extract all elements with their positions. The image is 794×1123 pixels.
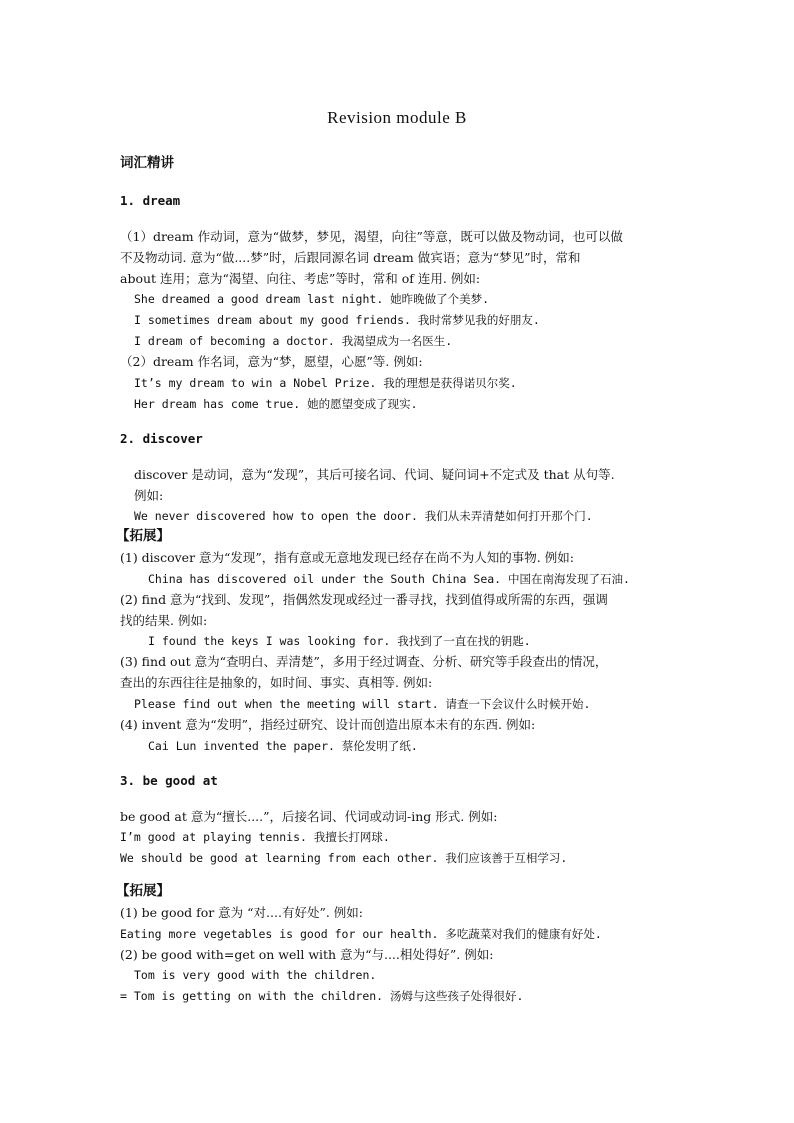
entry-heading-dream: 1. dream: [120, 193, 181, 208]
paragraph-line: 查出的东西往往是抽象的，如时间、事实、真相等. 例如:: [120, 675, 433, 690]
paragraph-line: (1) be good for 意为 “对....有好处”. 例如:: [120, 905, 363, 920]
example-sentence: Cai Lun invented the paper. 蔡伦发明了纸.: [148, 739, 418, 753]
example-sentence: She dreamed a good dream last night. 她昨晚做了个美梦.: [134, 292, 490, 306]
paragraph-line: （2）dream 作名词，意为“梦，愿望，心愿”等. 例如:: [120, 354, 423, 369]
paragraph-line: （1）dream 作动词，意为“做梦，梦见，渴望，向往”等意，既可以做及物动词，也可以做: [120, 229, 623, 244]
example-sentence: I’m good at playing tennis. 我擅长打网球.: [120, 830, 390, 844]
entry-heading-be-good-at: 3. be good at: [120, 773, 218, 788]
example-sentence: I sometimes dream about my good friends. 我时常梦见我的好朋友.: [134, 313, 540, 327]
example-sentence: = Tom is getting on with the children. 汤姆与这些孩子处得很好.: [120, 989, 524, 1003]
entry-heading-discover: 2. discover: [120, 431, 203, 446]
paragraph-line: about 连用；意为“渴望、向往、考虑”等时，常和 of 连用. 例如:: [120, 271, 481, 286]
example-sentence: We never discovered how to open the door. 我们从未弄清楚如何打开那个门.: [134, 509, 593, 523]
paragraph-line: discover 是动词，意为“发现”，其后可接名词、代词、疑问词+不定式及 that 从句等.: [134, 467, 615, 482]
example-sentence: I dream of becoming a doctor. 我渴望成为一名医生.: [134, 334, 453, 348]
example-sentence: Eating more vegetables is good for our health. 多吃蔬菜对我们的健康有好处.: [120, 927, 602, 941]
paragraph-line: 例如:: [134, 488, 164, 503]
paragraph-line: be good at 意为“擅长....”，后接名词、代词或动词-ing 形式. 例如:: [120, 809, 498, 824]
document-title: Revision module B: [327, 108, 467, 127]
example-sentence: It’s my dream to win a Nobel Prize. 我的理想是获得诺贝尔奖.: [134, 376, 517, 390]
expansion-tag: 【拓展】: [116, 528, 170, 544]
expansion-tag: 【拓展】: [116, 883, 170, 899]
example-sentence: We should be good at learning from each other. 我们应该善于互相学习.: [120, 851, 568, 865]
section-heading: 词汇精讲: [120, 155, 174, 171]
paragraph-line: 不及物动词. 意为“做....梦”时，后跟同源名词 dream 做宾语；意为“梦见”时，常和: [120, 250, 581, 265]
example-sentence: Please find out when the meeting will start. 请查一下会议什么时候开始.: [134, 697, 591, 711]
paragraph-line: (3) find out 意为“查明白、弄清楚”，多用于经过调查、分析、研究等手段查出的情况，: [120, 654, 608, 669]
paragraph-line: (2) be good with=get on well with 意为“与....相处得好”. 例如:: [120, 947, 494, 962]
example-sentence: China has discovered oil under the South China Sea. 中国在南海发现了石油.: [148, 572, 630, 586]
paragraph-line: 找的结果. 例如:: [120, 613, 208, 628]
paragraph-line: (1) discover 意为“发现”，指有意或无意地发现已经存在尚不为人知的事物. 例如:: [120, 550, 574, 565]
example-sentence: Her dream has come true. 她的愿望变成了现实.: [134, 397, 418, 411]
example-sentence: Tom is very good with the children.: [134, 968, 377, 982]
paragraph-line: (4) invent 意为“发明”，指经过研究、设计而创造出原本未有的东西. 例如:: [120, 717, 536, 732]
example-sentence: I found the keys I was looking for. 我找到了一直在找的钥匙.: [148, 634, 531, 648]
paragraph-line: (2) find 意为“找到、发现”，指偶然发现或经过一番寻找，找到值得或所需的东西，强调: [120, 592, 608, 607]
